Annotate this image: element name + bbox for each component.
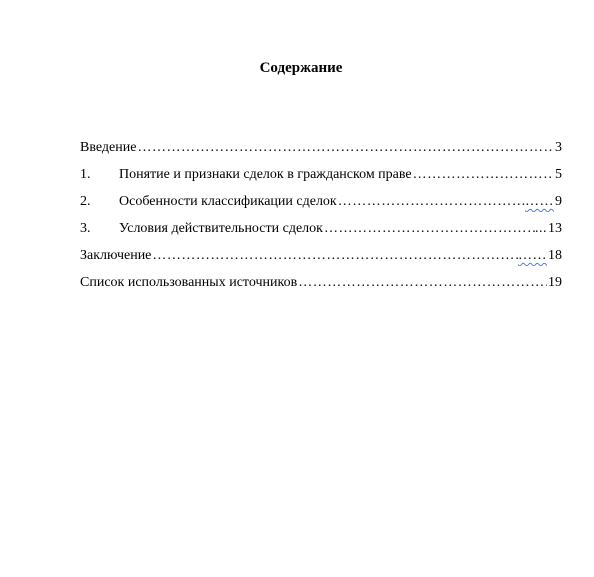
toc-page-number: 5	[555, 167, 562, 182]
table-of-contents	[80, 138, 562, 300]
spellcheck-underline-dots: ……	[518, 248, 547, 263]
toc-entry-conclusion[interactable]	[80, 246, 562, 273]
page-title: Содержание	[259, 60, 343, 76]
toc-page-number: 18	[548, 248, 562, 263]
toc-leader-dots	[152, 246, 518, 266]
toc-page-number: 13	[548, 221, 562, 236]
toc-entry-label: Заключение	[80, 248, 152, 263]
toc-entry-introduction[interactable]	[80, 138, 562, 165]
spellcheck-underline-dots: ……	[525, 194, 554, 209]
toc-leader	[338, 192, 554, 212]
toc-entry-number: 2.	[80, 194, 91, 209]
toc-entry-label: Понятие и признаки сделок в гражданском праве	[119, 167, 412, 182]
toc-entry-label: Список использованных источников	[80, 275, 298, 290]
toc-entry-1[interactable]	[80, 165, 562, 192]
toc-page-number: 9	[555, 194, 562, 209]
toc-leader-dots	[413, 165, 554, 185]
toc-leader	[324, 219, 547, 239]
toc-entry-2[interactable]	[80, 192, 562, 219]
toc-leader-dots	[338, 192, 525, 212]
toc-page-number: 19	[548, 275, 562, 290]
toc-page-number: 3	[555, 140, 562, 155]
toc-leader-dots	[298, 273, 547, 293]
toc-leader-dots	[137, 138, 554, 158]
toc-entry-number: 1.	[80, 167, 91, 182]
toc-entry-sources[interactable]	[80, 273, 562, 300]
toc-entry-label: Условия действительности сделок	[119, 221, 323, 236]
toc-leader-tail: ...	[535, 221, 547, 236]
toc-entry-label: Особенности классификации сделок	[119, 194, 337, 209]
toc-leader-dots	[324, 219, 535, 239]
toc-entry-label: Введение	[80, 140, 137, 155]
toc-entry-3[interactable]	[80, 219, 562, 246]
toc-entry-number: 3.	[80, 221, 91, 236]
toc-leader	[152, 246, 547, 266]
